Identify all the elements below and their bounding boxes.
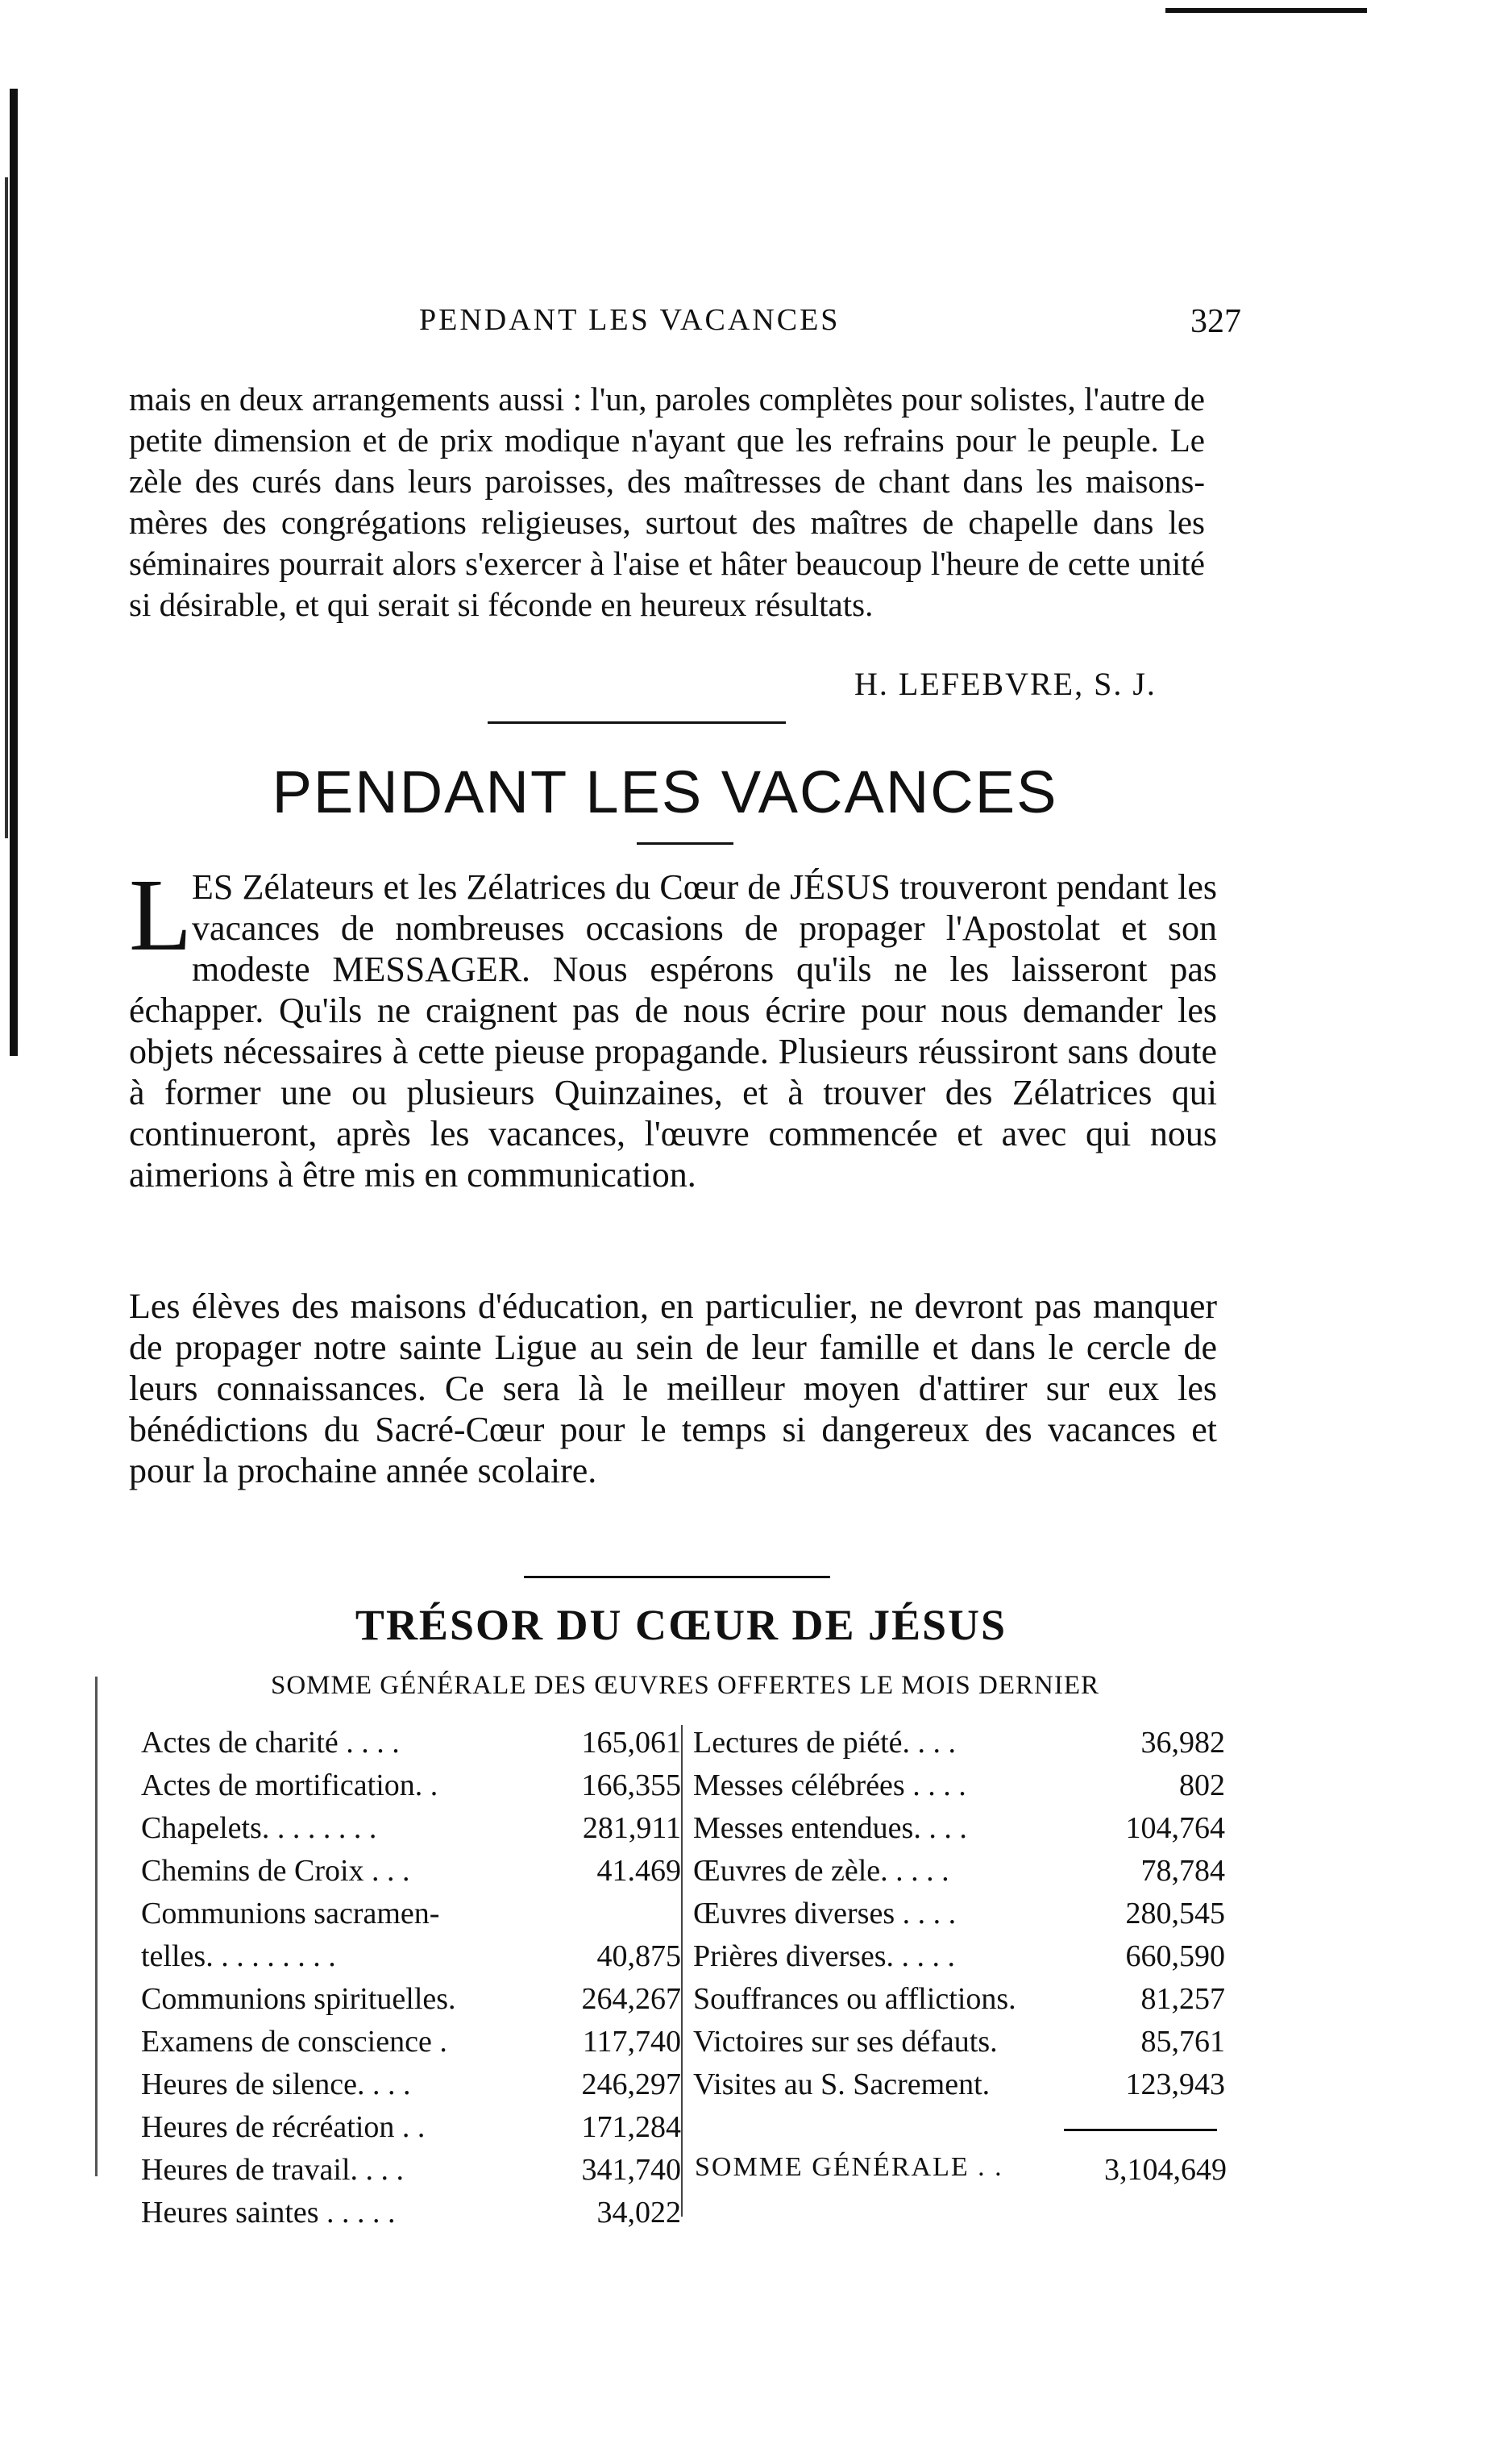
tresor-row-value: 660,590 [1125, 1939, 1225, 1973]
tresor-row [141, 2152, 681, 2195]
drop-cap: L [129, 858, 193, 972]
tresor-row-label: Examens de conscience . [141, 2025, 447, 2059]
tresor-row-label: Heures de travail. . . . [141, 2153, 405, 2187]
tresor-row-value: 281,911 [582, 1811, 681, 1845]
tresor-row-value: 117,740 [582, 2025, 681, 2059]
tresor-left-column [141, 1725, 681, 2238]
tresor-row-label: Souffrances ou afflictions. [693, 1982, 1016, 2016]
tresor-row-value: 104,764 [1125, 1811, 1225, 1845]
tresor-row-value: 341,740 [581, 2153, 681, 2187]
tresor-row-value: 165,061 [581, 1726, 681, 1760]
tresor-row-value: 34,022 [596, 2196, 681, 2230]
divider-rule [524, 1576, 830, 1578]
running-head [121, 302, 1241, 343]
tresor-row-label: Heures saintes . . . . . [141, 2196, 396, 2230]
tresor-row-value: 802 [1179, 1768, 1225, 1802]
tresor-row [693, 1768, 1225, 1810]
article-title: PENDANT LES VACANCES [272, 758, 1058, 825]
tresor-row-value: 36,982 [1140, 1726, 1225, 1760]
title-underline [637, 842, 733, 845]
total-rule [1064, 2129, 1217, 2131]
tresor-row-label: Lectures de piété. . . . [693, 1726, 957, 1760]
tresor-row [141, 1981, 681, 2024]
tresor-row-value: 123,943 [1125, 2067, 1225, 2101]
tresor-row [693, 1853, 1225, 1896]
previous-article-paragraph: mais en deux arrangements aussi : l'un, paroles complètes pour solistes, l'autre de petite dimension et de prix modique n'ayant que les refrains pour le peuple. Le zèle des curés dans leurs paroisses, des maîtresses de chant dans les maisons-mères des congrégations religieuses, surtout des maîtres de chapelle dans les séminaires pourrait alors s'exercer à l'aise et hâter beaucoup l'heure de cette unité si désirable, et qui serait si féconde en heureux résultats. [129, 380, 1205, 623]
tresor-row-label: Messes célébrées . . . . [693, 1768, 966, 1802]
tresor-row-value: 40,875 [596, 1939, 681, 1973]
total-value: 3,104,649 [1104, 2153, 1227, 2187]
tresor-row-label: Actes de charité . . . . [141, 1726, 400, 1760]
tresor-row-label: Communions sacramen- [141, 1897, 440, 1930]
tresor-row [693, 1981, 1225, 2024]
tresor-row-label: Heures de silence. . . . [141, 2067, 411, 2101]
tresor-row-value: 166,355 [581, 1768, 681, 1802]
author-signature: H. LEFEBVRE, S. J. [854, 666, 1157, 702]
tresor-row [693, 2024, 1225, 2067]
tresor-row [141, 2067, 681, 2109]
tresor-row-label: Visites au S. Sacrement. [693, 2067, 991, 2101]
tresor-row [693, 1896, 1225, 1939]
tresor-row-label: Heures de récréation . . [141, 2110, 426, 2144]
article-paragraph-2: Les élèves des maisons d'éducation, en particulier, ne devront pas manquer de propager notre sainte Ligue au sein de leur famille et dans le cercle de leurs connaissances. Ce sera là le meilleur moyen d'attirer sur eux les bénédictions du Sacré-Cœur pour le temps si dangereux des vacances et pour la prochaine année scolaire. [129, 1286, 1217, 1490]
tresor-title: TRÉSOR DU CŒUR DE JÉSUS [355, 1601, 1007, 1649]
tresor-row-label: Victoires sur ses défauts. [693, 2025, 998, 2059]
tresor-row-label: Communions spirituelles. [141, 1982, 456, 2016]
running-title: PENDANT LES VACANCES [419, 303, 841, 337]
binding-shadow-inner [5, 177, 8, 838]
tresor-row-value: 41.469 [596, 1854, 681, 1888]
page-number: 327 [1190, 303, 1241, 340]
tresor-row [141, 1939, 681, 1981]
tresor-row [141, 2109, 681, 2152]
tresor-row [693, 1939, 1225, 1981]
tresor-row-value: 280,545 [1125, 1897, 1225, 1930]
tresor-total-row [695, 2152, 1227, 2195]
total-label: SOMME GÉNÉRALE . . [695, 2152, 1003, 2182]
tresor-row [141, 1896, 681, 1939]
tresor-row-value: 264,267 [581, 1982, 681, 2016]
tresor-row [693, 2067, 1225, 2109]
tresor-row-value: 78,784 [1140, 1854, 1225, 1888]
margin-rule [95, 1677, 98, 2176]
tresor-row [141, 1768, 681, 1810]
tresor-row-label: Prières diverses. . . . . [693, 1939, 956, 1973]
tresor-row [141, 1725, 681, 1768]
tresor-row [693, 1725, 1225, 1768]
tresor-row-label: Chapelets. . . . . . . . [141, 1811, 377, 1845]
tresor-row [141, 2195, 681, 2238]
tresor-row-value: 81,257 [1140, 1982, 1225, 2016]
tresor-right-column [693, 1725, 1225, 2109]
binding-shadow [10, 89, 18, 1056]
tresor-row-label: telles. . . . . . . . . [141, 1939, 336, 1973]
tresor-row-label: Chemins de Croix . . . [141, 1854, 410, 1888]
tresor-row [693, 1810, 1225, 1853]
tresor-row [141, 1853, 681, 1896]
column-divider [681, 1725, 683, 2217]
dropcap-indent [129, 858, 193, 987]
tresor-row-label: Actes de mortification. . [141, 1768, 438, 1802]
tresor-row-label: Messes entendues. . . . [693, 1811, 967, 1845]
tresor-row-label: Œuvres de zèle. . . . . [693, 1854, 949, 1888]
tresor-row-value: 85,761 [1140, 2025, 1225, 2059]
top-edge-mark [1165, 8, 1367, 13]
divider-rule [488, 721, 786, 724]
tresor-row-label: Œuvres diverses . . . . [693, 1897, 957, 1930]
tresor-row-value: 246,297 [581, 2067, 681, 2101]
tresor-row [141, 1810, 681, 1853]
tresor-row [141, 2024, 681, 2067]
article-paragraph-1-text: ES Zélateurs et les Zélatrices du Cœur de JÉSUS trouveront pendant les vacances de nombreuses occasions de propager l'Apostolat et son modeste MESSAGER. Nous espérons qu'ils ne les laisseront pas échapper. Qu'ils ne craignent pas de nous écrire pour nous demander les objets nécessaires à cette pieuse propagande. Plusieurs réussiront sans doute à former une ou plusieurs Quinzaines, et à trouver des Zélatrices qui continueront, après les vacances, l'œuvre commencée et avec qui nous aimerions à être mis en communication. [129, 867, 1217, 1195]
article-paragraph-1 [129, 858, 1217, 1195]
tresor-row-value: 171,284 [581, 2110, 681, 2144]
tresor-subtitle: SOMME GÉNÉRALE DES ŒUVRES OFFERTES LE MOIS DERNIER [271, 1671, 1099, 1700]
